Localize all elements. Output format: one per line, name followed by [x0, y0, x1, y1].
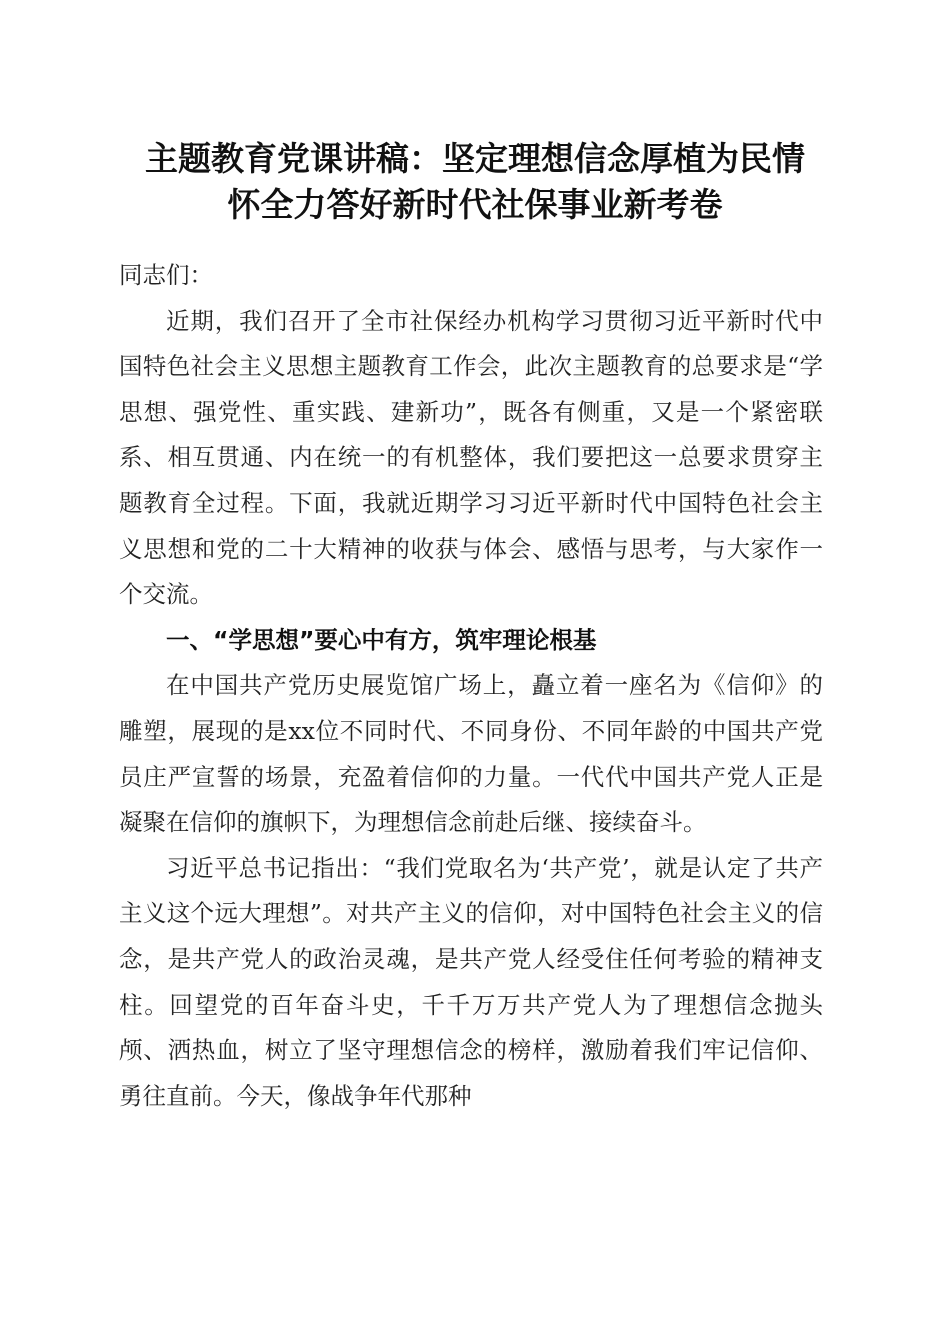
- title-line-1: 主题教育党课讲稿：坚定理想信念厚植为民情: [145, 139, 805, 178]
- paragraph-intro: 近期，我们召开了全市社保经办机构学习贯彻习近平新时代中国特色社会主义思想主题教育工作会，此次主题教育的总要求是“学思想、强党性、重实践、建新功”，既各有侧重，又是一个紧密联系、相互贯通、内在统一的有机整体，我们要把这一总要求贯穿主题教育全过程。下面，我就近期学习习近平新时代中国特色社会主义思想和党的二十大精神的收获与体会、感悟与思考，与大家作一个交流。: [119, 306, 823, 609]
- paragraph-quote: 习近平总书记指出：“我们党取名为‘共产党’，就是认定了共产主义这个远大理想”。对共产主义的信仰，对中国特色社会主义的信念，是共产党人的政治灵魂，是共产党人经受住任何考验的精神支柱。回望党的百年奋斗史，千千万万共产党人为了理想信念抛头颅、洒热血，树立了坚守理想信念的榜样，激励着我们牢记信仰、勇往直前。今天，像战争年代那种: [119, 853, 823, 1110]
- document-title: [110, 136, 840, 228]
- title-line-2: 怀全力答好新时代社保事业新考卷: [227, 185, 723, 224]
- document-body: [119, 253, 823, 1119]
- paragraph-sculpture: 在中国共产党历史展览馆广场上，矗立着一座名为《信仰》的雕塑，展现的是xx位不同时代、不同身份、不同年龄的中国共产党员庄严宣誓的场景，充盈着信仰的力量。一代代中国共产党人正是凝聚在信仰的旗帜下，为理想信念前赴后继、接续奋斗。: [119, 671, 823, 837]
- salutation: 同志们：: [119, 261, 213, 289]
- section-heading-1: 一、“学思想”要心中有方，筑牢理论根基: [166, 625, 597, 654]
